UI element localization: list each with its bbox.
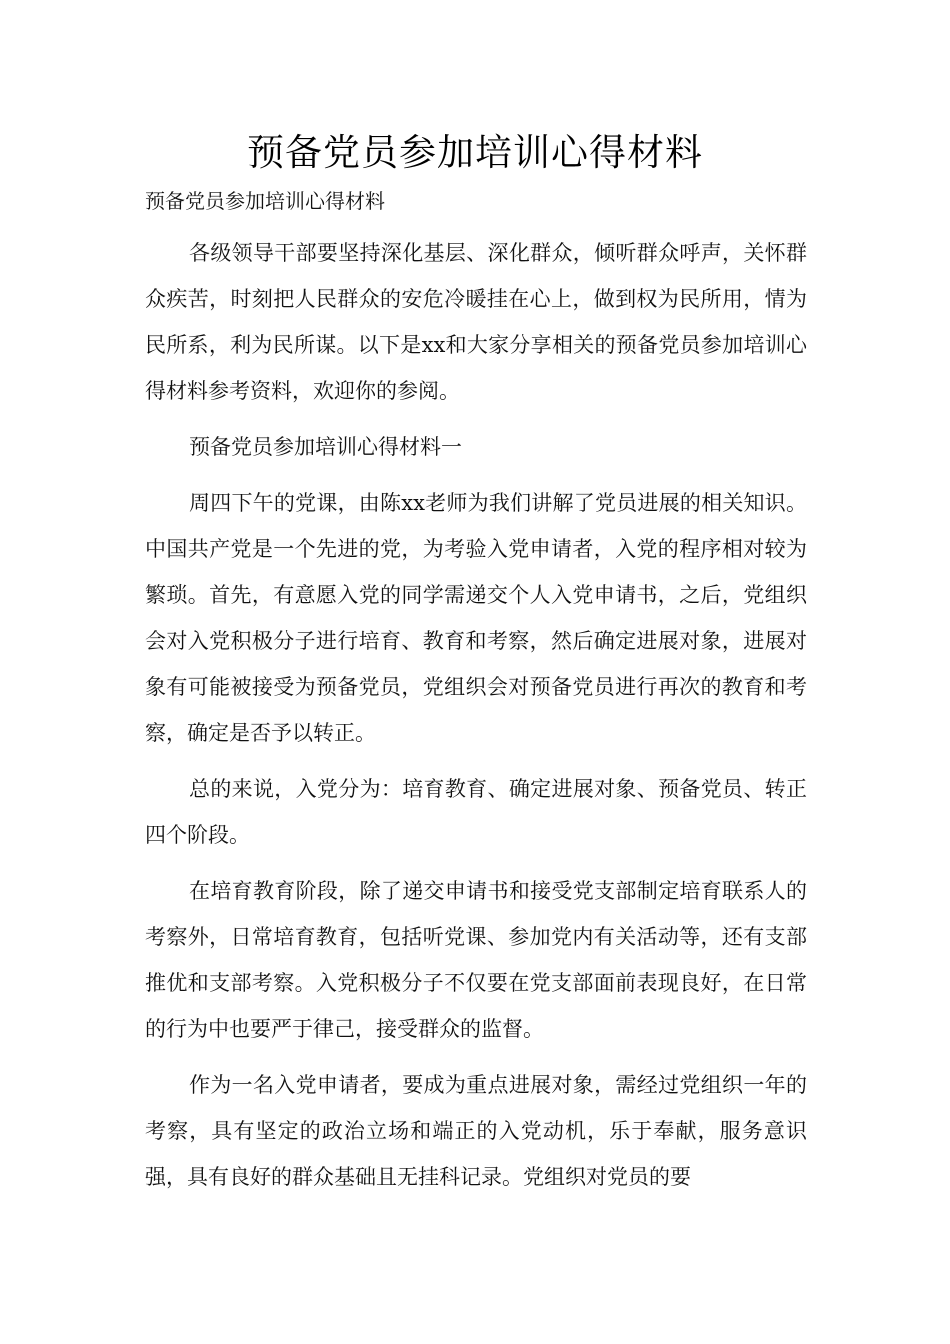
document-subtitle: 预备党员参加培训心得材料 bbox=[145, 189, 385, 213]
paragraph-party-lesson: 周四下午的党课，由陈xx老师为我们讲解了党员进展的相关知识。中国共产党是一个先进的党，为考验入党申请者，入党的程序相对较为繁琐。首先，有意愿入党的同学需递交个人入党申请书，之后，党组织会对入党积极分子进行培育、教育和考察，然后确定进展对象，进展对象有可能被接受为预备党员，党组织会对预备党员进行再次的教育和考察，确定是否予以转正。 bbox=[145, 491, 807, 745]
section-heading: 预备党员参加培训心得材料一 bbox=[189, 435, 462, 459]
document-body bbox=[145, 230, 807, 1210]
paragraph-intro: 各级领导干部要坚持深化基层、深化群众，倾听群众呼声，关怀群众疾苦，时刻把人民群众的安危冷暖挂在心上，做到权为民所用，情为民所系，利为民所谋。以下是xx和大家分享相关的预备党员参加培训心得材料参考资料，欢迎你的参阅。 bbox=[145, 241, 807, 403]
document-title: 预备党员参加培训心得材料 bbox=[247, 131, 703, 174]
paragraph-training-stage: 在培育教育阶段，除了递交申请书和接受党支部制定培育联系人的考察外，日常培育教育，包括听党课、参加党内有关活动等，还有支部推优和支部考察。入党积极分子不仅要在党支部面前表现良好，在日常的行为中也要严于律己，接受群众的监督。 bbox=[145, 879, 807, 1041]
paragraph-stages: 总的来说，入党分为：培育教育、确定进展对象、预备党员、转正四个阶段。 bbox=[145, 777, 807, 847]
paragraph-applicant: 作为一名入党申请者，要成为重点进展对象，需经过党组织一年的考察，具有坚定的政治立场和端正的入党动机，乐于奉献，服务意识强，具有良好的群众基础且无挂科记录。党组织对党员的要 bbox=[145, 1073, 807, 1189]
